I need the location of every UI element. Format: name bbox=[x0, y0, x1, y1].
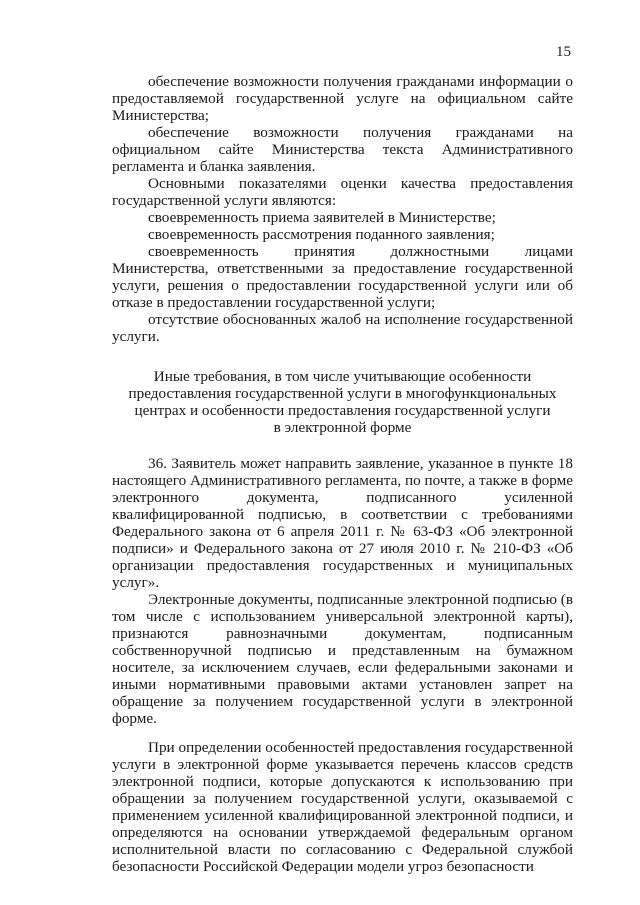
paragraph-quality-indicators: Основными показателями оценки качества предоставления государственной услуги являются: bbox=[112, 175, 573, 209]
paragraph-36: 36. Заявитель может направить заявление, указанное в пункте 18 настоящего Административного регламента, по почте, а также в форме электронного документа, подписанного усиленной квалифицированной подписью, в соответствии с требованиями Федерального закона от 6 апреля 2011 г. № 63-ФЗ «Об электронной подписи» и Федерального закона от 27 июля 2010 г. № 210-ФЗ «Об организации предоставления государственных и муниципальных услуг». bbox=[112, 455, 573, 591]
paragraph-info-access: обеспечение возможности получения гражданами информации о предоставляемой государственной услуге на официальном сайте Министерства; bbox=[112, 73, 573, 124]
list-item-decision: своевременность принятия должностными лицами Министерства, ответственными за предоставление государственной услуги, решения о предоставлении государственной услуги или об отказе в предоставлении государственной услуги; bbox=[112, 243, 573, 311]
heading-line: предоставления государственной услуги в многофункциональных bbox=[128, 385, 557, 402]
section-heading bbox=[112, 368, 573, 436]
electronic-form-section bbox=[112, 455, 573, 875]
list-item-review: своевременность рассмотрения поданного заявления; bbox=[148, 226, 495, 243]
heading-line: в электронной форме bbox=[273, 419, 412, 436]
list-item-no-complaints: отсутствие обоснованных жалоб на исполнение государственной услуги. bbox=[112, 311, 573, 345]
paragraph-regulation-access: обеспечение возможности получения гражданами на официальном сайте Министерства текста Административного регламента и бланка заявления. bbox=[112, 124, 573, 175]
heading-line: Иные требования, в том числе учитывающие особенности bbox=[153, 368, 532, 385]
paragraph-signature-classes: При определении особенностей предоставления государственной услуги в электронной форме указывается перечень классов средств электронной подписи, которые допускаются к использованию при обращении за получением государственной услуги, оказываемой с применением усиленной квалифицированной электронной подписи, и определяются на основании утверждаемой федеральным органом исполнительной власти по согласованию с Федеральной службой безопасности Российской Федерации модели угроз безопасности bbox=[112, 739, 573, 875]
quality-indicators-section bbox=[112, 73, 573, 345]
paragraph-electronic-documents: Электронные документы, подписанные электронной подписью (в том числе с использованием универсальной электронной карты), признаются равнозначными документам, подписанным собственноручной подписью и представленным на бумажном носителе, за исключением случаев, если федеральными законами и иными нормативными правовыми актами установлен запрет на обращение за получением государственной услуги в электронной форме. bbox=[112, 591, 573, 727]
list-item-reception: своевременность приема заявителей в Министерстве; bbox=[148, 209, 496, 226]
heading-line: центрах и особенности предоставления государственной услуги bbox=[134, 402, 551, 419]
page-number: 15 bbox=[556, 44, 571, 60]
